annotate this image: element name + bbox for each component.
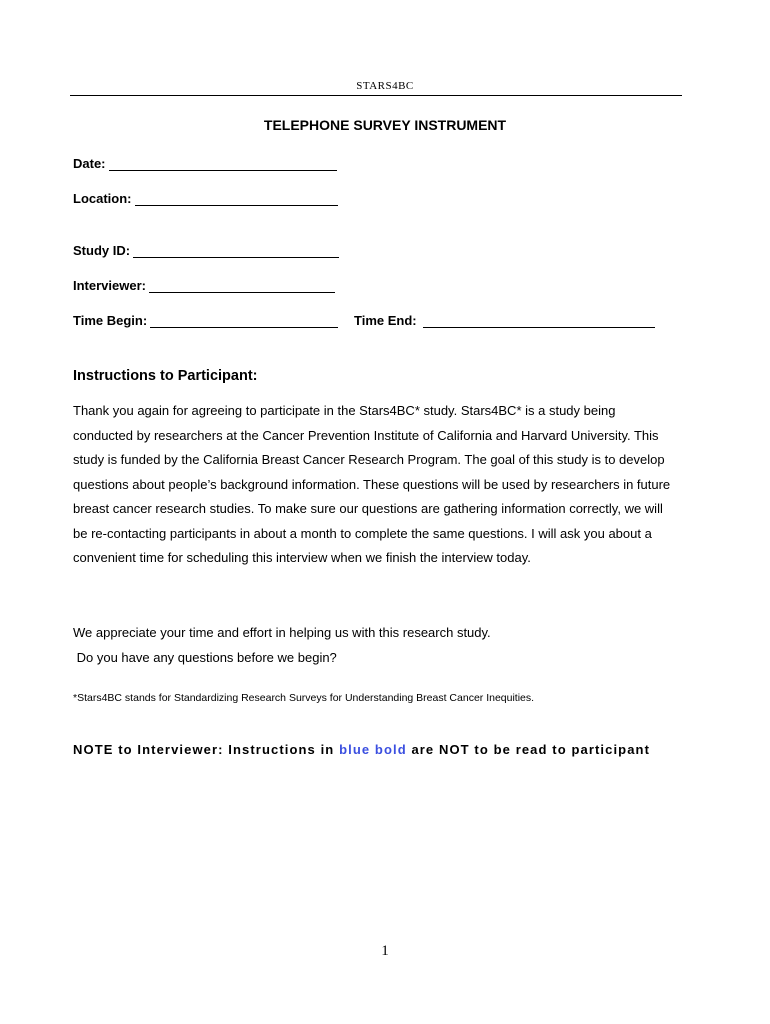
study-id-field <box>73 240 339 258</box>
time-end-field <box>354 310 655 328</box>
study-id-blank-line[interactable] <box>133 245 339 258</box>
location-blank-line[interactable] <box>135 193 338 206</box>
instructions-paragraph <box>73 399 673 571</box>
time-begin-label: Time Begin: <box>73 313 148 328</box>
document-title: TELEPHONE SURVEY INSTRUMENT <box>263 117 507 133</box>
header-rule <box>70 95 682 96</box>
time-begin-blank-line[interactable] <box>150 315 338 328</box>
time-end-blank-line[interactable] <box>423 315 655 328</box>
questions-line: Do you have any questions before we begin? <box>73 649 337 665</box>
page-number: 1 <box>381 943 389 959</box>
note-highlight: blue bold <box>339 742 407 757</box>
appreciation-paragraph <box>73 621 673 670</box>
footnote: *Stars4BC stands for Standardizing Research Surveys for Understanding Breast Cancer Inequities. <box>73 692 535 704</box>
date-label: Date: <box>73 156 106 171</box>
location-label: Location: <box>73 191 132 206</box>
interviewer-note <box>73 742 650 757</box>
running-header: STARS4BC <box>356 80 414 92</box>
time-begin-field <box>73 310 338 328</box>
note-suffix: are NOT to be read to participant <box>406 742 651 757</box>
time-end-label: Time End: <box>354 313 417 328</box>
date-blank-line[interactable] <box>109 158 337 171</box>
location-field <box>73 188 338 206</box>
interviewer-blank-line[interactable] <box>149 280 335 293</box>
instructions-paragraph-text: Thank you again for agreeing to participate in the Stars4BC* study. Stars4BC* is a study being conducted by researchers at the Cancer Prevention Institute of California and Harvard University. This study is funded by the California Breast Cancer Research Program. The goal of this study is to develop questions about people’s background information. These questions will be used by researchers in future breast cancer research studies. To make sure our questions are gathering information correctly, we will be re-contacting participants in about a month to complete the same questions. I will ask you about a convenient time for scheduling this interview when we finish the interview today. <box>73 403 671 565</box>
appreciation-line: We appreciate your time and effort in helping us with this research study. <box>73 625 491 640</box>
date-field <box>73 153 337 171</box>
study-id-label: Study ID: <box>73 243 131 258</box>
interviewer-field <box>73 275 335 293</box>
interviewer-label: Interviewer: <box>73 278 146 293</box>
instructions-heading: Instructions to Participant: <box>73 368 258 384</box>
note-prefix: NOTE to Interviewer: Instructions in <box>73 742 340 757</box>
